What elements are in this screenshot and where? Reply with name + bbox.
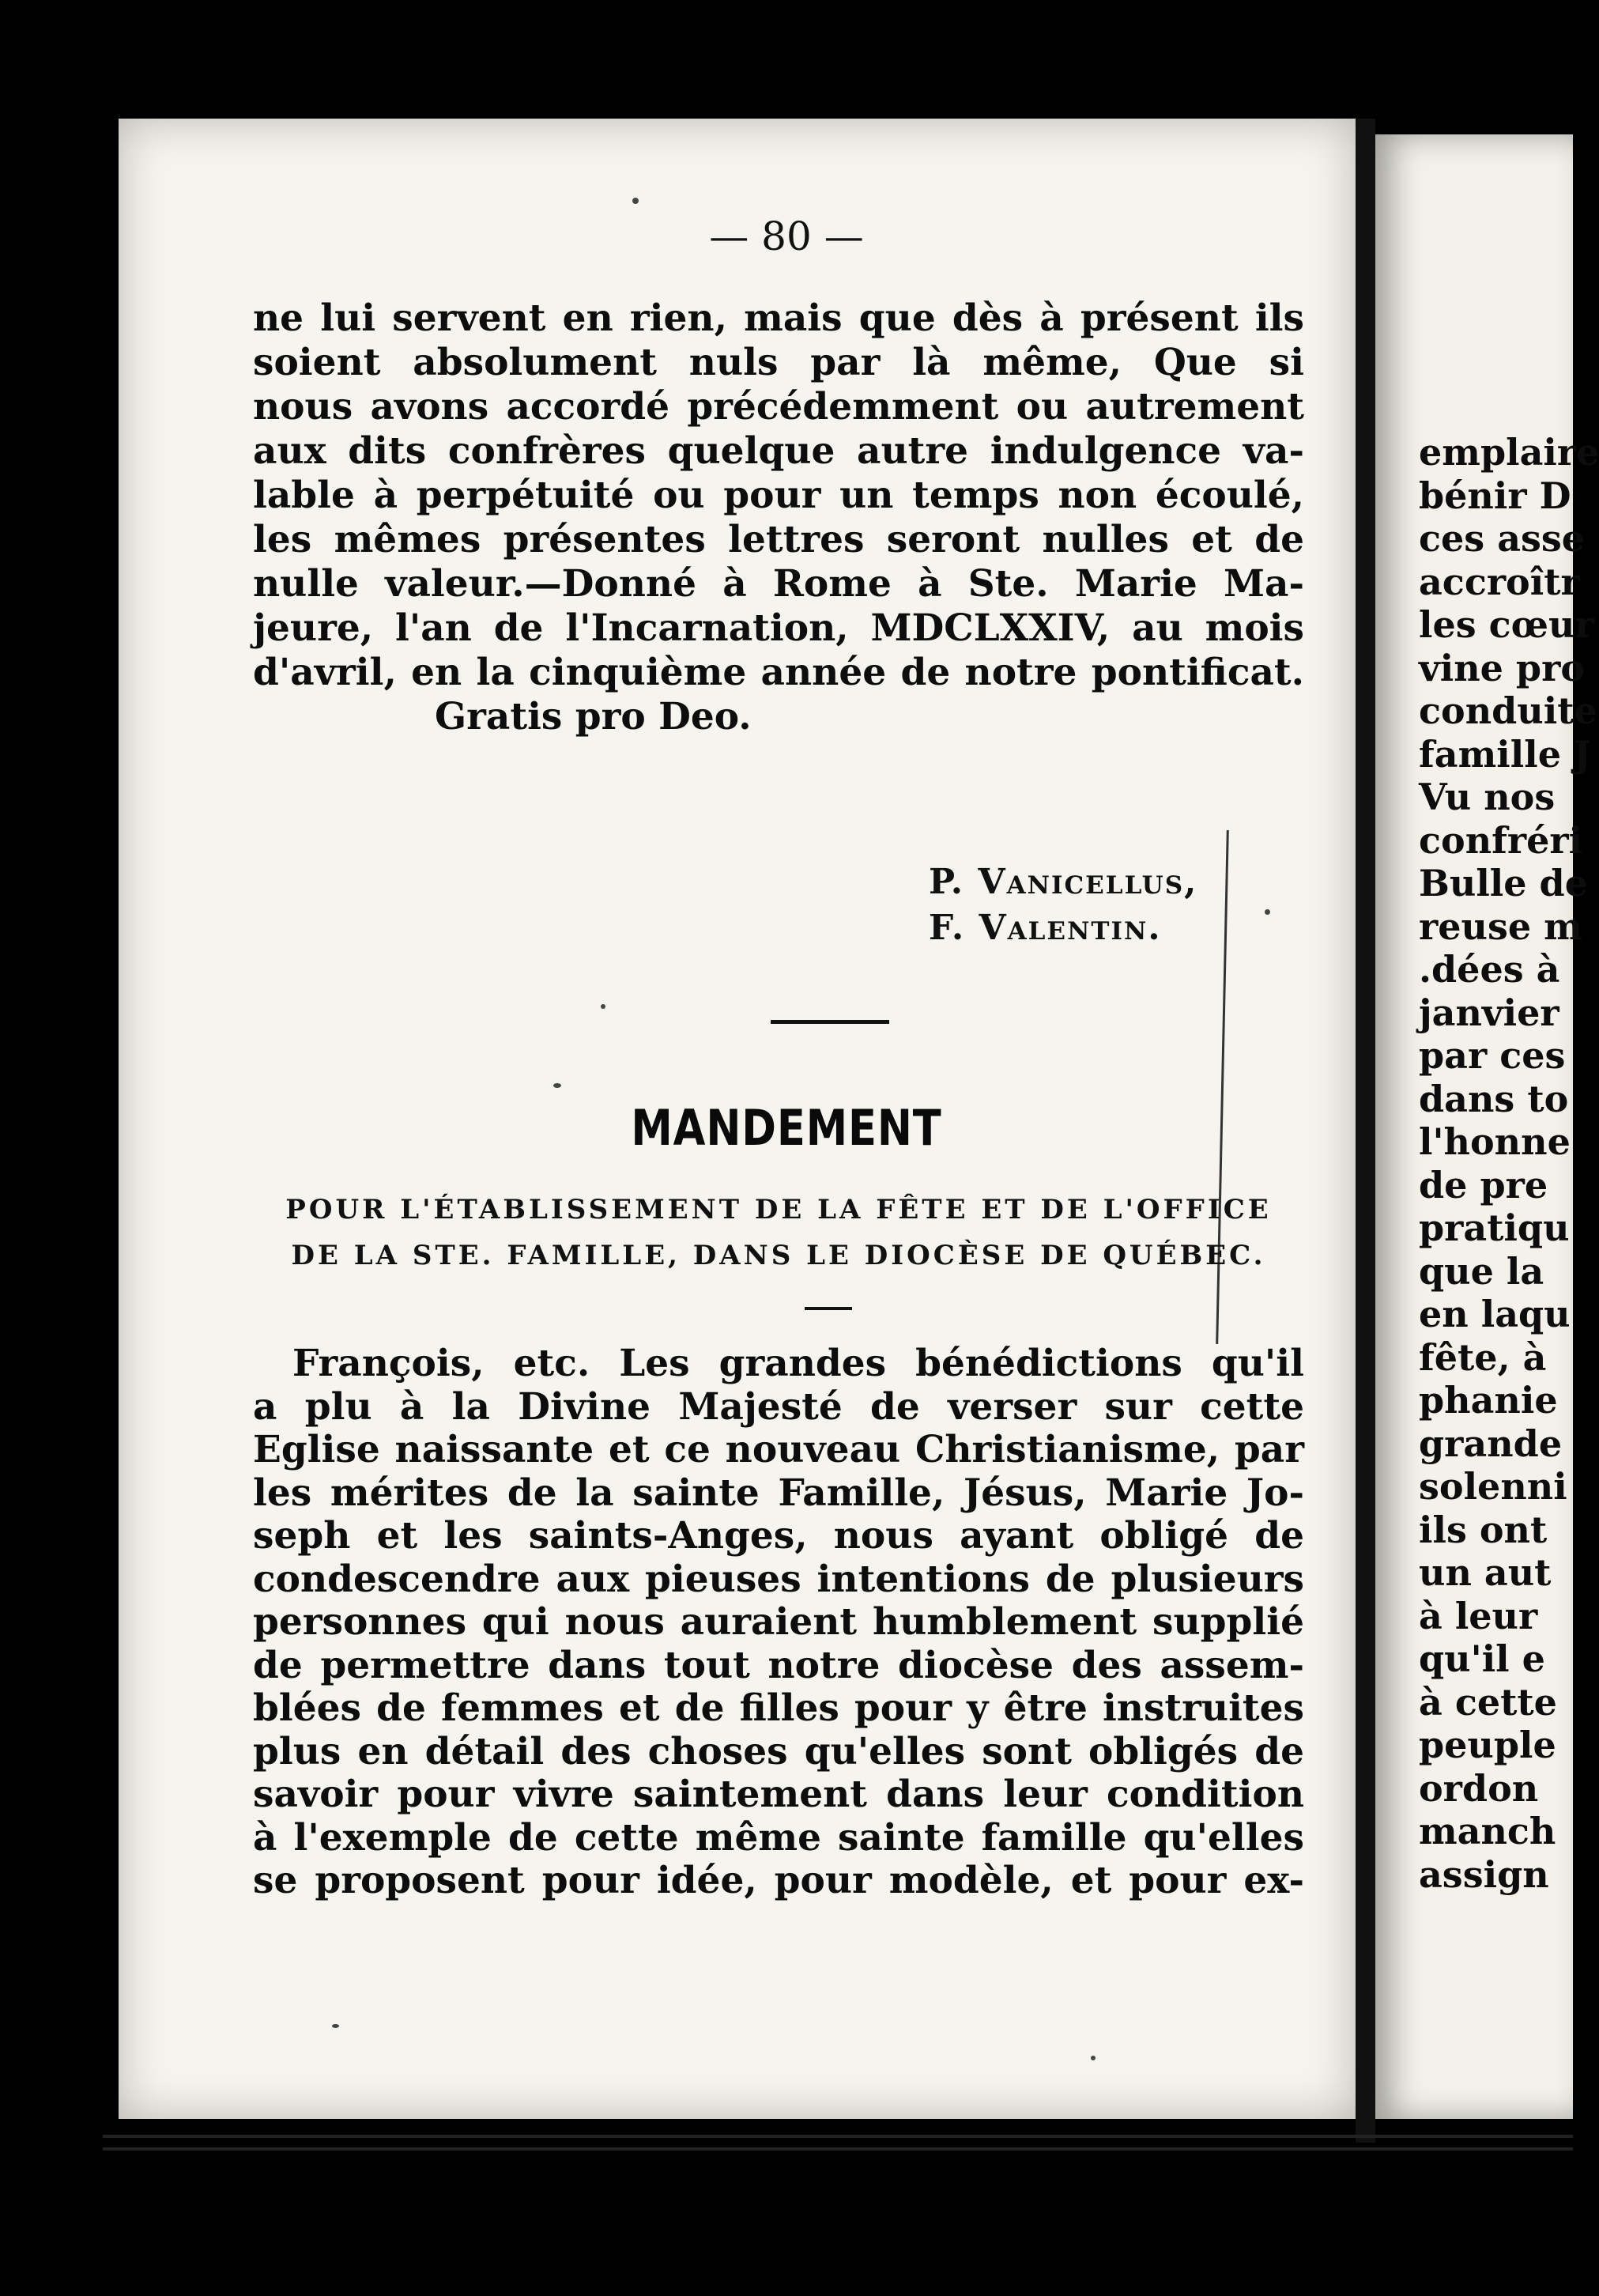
fragment-line: les cœur: [1419, 603, 1594, 646]
text-line: jeure, l'an de l'Incarnation, MDCLXXIV, au mois: [253, 606, 1304, 650]
fragment-line: peuple: [1419, 1724, 1556, 1766]
fragment-line: dans to: [1419, 1077, 1569, 1120]
short-divider: [805, 1307, 852, 1310]
fragment-line: fête, à: [1419, 1335, 1547, 1379]
fragment-line: confréri: [1419, 818, 1583, 862]
subheading-line-1: POUR L'ÉTABLISSEMENT DE LA FÊTE ET DE L'OFFICE: [285, 1194, 1272, 1225]
text-line: d'avril, en la cinquième année de notre pontificat.: [253, 651, 1304, 694]
fragment-line: assign: [1419, 1852, 1549, 1896]
text-line: soient absolument nuls par là même, Que si: [253, 341, 1304, 384]
text-line: de permettre dans tout notre diocèse des assem-: [253, 1643, 1304, 1687]
text-line: nulle valeur.—Donné à Rome à Ste. Marie Ma-: [253, 562, 1304, 606]
scan-speck: [601, 1004, 605, 1009]
fragment-line: emplaire: [1419, 431, 1599, 474]
fragment-line: phanie: [1419, 1379, 1558, 1422]
fragment-line: famille J: [1419, 732, 1591, 776]
fragment-line: un aut: [1419, 1551, 1552, 1594]
text-line: condescendre aux pieuses intentions de plusieurs: [253, 1557, 1304, 1601]
fragment-line: manch: [1419, 1810, 1556, 1852]
fragment-line: vine pro: [1419, 646, 1586, 689]
text-line: à l'exemple de cette même sainte famille qu'elles: [253, 1815, 1304, 1860]
fragment-line: ils ont: [1419, 1508, 1548, 1551]
text-line: les mérites de la sainte Famille, Jésus, Marie Jo-: [253, 1471, 1304, 1515]
fragment-line: par ces: [1419, 1034, 1566, 1077]
scan-speck: [553, 1083, 561, 1088]
fragment-line: grande: [1419, 1422, 1563, 1465]
fragment-line: de pre: [1419, 1163, 1548, 1207]
fragment-line: ordon: [1419, 1766, 1539, 1810]
fragment-line: l'honne: [1419, 1120, 1571, 1163]
fragment-line: janvier: [1419, 991, 1559, 1034]
text-line: les mêmes présentes lettres seront nulles et de: [253, 518, 1304, 561]
paragraph-2: [253, 1342, 1304, 1903]
subheading-line-2: DE LA STE. FAMILLE, DANS LE DIOCÈSE DE QUÉBEC.: [291, 1240, 1266, 1271]
page-number: — 80 —: [709, 213, 864, 259]
section-divider: [771, 1020, 889, 1024]
fragment-line: à leur: [1419, 1594, 1538, 1637]
text-line: nous avons accordé précédemment ou autrement: [253, 385, 1304, 429]
text-line: lable à perpétuité ou pour un temps non écoulé,: [253, 474, 1304, 517]
text-line: aux dits confrères quelque autre indulgence va-: [253, 429, 1304, 473]
scan-speck: [1265, 909, 1270, 915]
right-page-text: [1419, 431, 1599, 1896]
text-line: blées de femmes et de filles pour y être instruites: [253, 1686, 1304, 1730]
section-heading: MANDEMENT: [631, 1099, 942, 1157]
fragment-line: Bulle de: [1419, 862, 1588, 904]
gratis-line: Gratis pro Deo.: [435, 695, 752, 738]
fragment-line: Vu nos: [1419, 776, 1556, 818]
text-line: ne lui servent en rien, mais que dès à présent ils: [253, 296, 1304, 340]
text-line: savoir pour vivre saintement dans leur condition: [253, 1773, 1304, 1816]
signature-2: F. Valentin.: [929, 908, 1162, 948]
fragment-line: ces asse: [1419, 517, 1586, 560]
bottom-rule-2: [103, 2147, 1573, 2151]
fragment-line: accroîtr: [1419, 560, 1580, 603]
fragment-line: à cette: [1419, 1680, 1557, 1724]
fragment-line: bénir D: [1419, 474, 1571, 517]
text-line: seph et les saints-Anges, nous ayant obligé de: [253, 1514, 1304, 1558]
signature-1: P. Vanicellus,: [929, 862, 1198, 902]
bottom-rule-1: [103, 2135, 1573, 2138]
text-line: personnes qui nous auraient humblement supplié: [253, 1600, 1304, 1644]
text-line: plus en détail des choses qu'elles sont obligés de: [253, 1729, 1304, 1773]
text-line: a plu à la Divine Majesté de verser sur cette: [253, 1384, 1304, 1429]
fragment-line: conduite: [1419, 689, 1597, 732]
fragment-line: reuse m: [1419, 904, 1582, 948]
text-line: se proposent pour idée, pour modèle, et pour ex-: [253, 1859, 1304, 1902]
fragment-line: qu'il e: [1419, 1637, 1545, 1680]
scan-speck: [632, 198, 639, 204]
scan-speck: [1091, 2056, 1096, 2060]
fragment-line: .dées à: [1419, 948, 1560, 991]
fragment-line: pratiqu: [1419, 1207, 1570, 1249]
fragment-line: en laqu: [1419, 1293, 1571, 1335]
scan-speck: [332, 2024, 339, 2028]
fragment-line: solenni: [1419, 1465, 1567, 1508]
text-line: Eglise naissante et ce nouveau Christianisme, par: [253, 1428, 1304, 1471]
fragment-line: que la: [1419, 1249, 1544, 1293]
paragraph-1: [253, 296, 1304, 739]
text-line: François, etc. Les grandes bénédictions qu'il: [292, 1342, 1304, 1385]
